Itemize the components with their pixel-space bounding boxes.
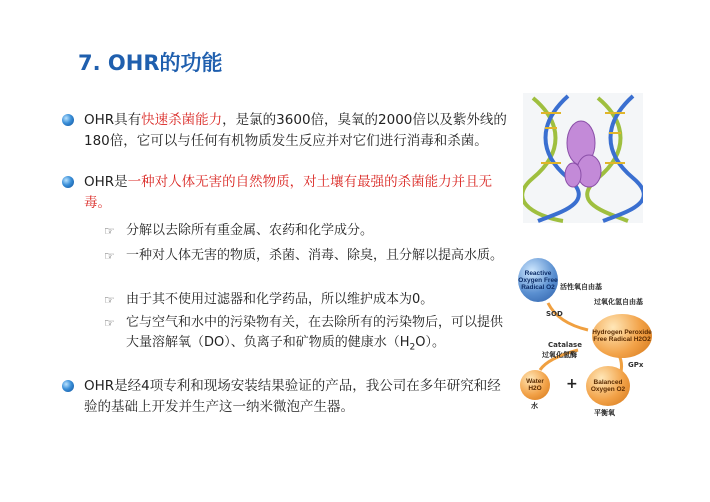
- sub-item: ☞ 一种对人体无害的物质，杀菌、消毒、除臭，且分解以提高水质。: [104, 246, 514, 266]
- sod-label: SOD: [546, 310, 563, 318]
- sub-item: [104, 313, 514, 358]
- water-label: 水: [531, 402, 538, 410]
- water-node: Water H2O: [520, 370, 550, 400]
- sub-item: ☞ 由于其不使用过滤器和化学药品，所以维护成本为0。: [104, 290, 514, 310]
- pointing-hand-icon: ☞: [104, 316, 115, 330]
- bullet-body: ，是氯的3600倍，臭氧的2000倍以及紫外线的180倍，它可以与任何有机物质发生反应并对它们进行消毒和杀菌。: [84, 112, 507, 149]
- plus-sign: +: [566, 376, 578, 392]
- bullet-highlight: 快速杀菌能力: [141, 112, 223, 128]
- pointing-hand-icon: ☞: [104, 249, 115, 263]
- sub-item: ☞ 分解以去除所有重金属、农药和化学成分。: [104, 221, 514, 241]
- sub-item-tail: O）。: [415, 335, 445, 350]
- hydrogen-peroxide-label: 过氧化氢自由基: [594, 298, 643, 306]
- sub-item-text: 它与空气和水中的污染物有关，在去除所有的污染物后，可以提供大量溶解氧（DO）、负离子和矿物质的健康水（H: [126, 315, 504, 350]
- bullet-dot-icon: [62, 176, 74, 188]
- reactive-oxygen-node: Reactive Oxygen Free Radical O2: [518, 258, 558, 302]
- bullet-prefix: OHR具有: [84, 112, 142, 128]
- catalase-cn-label: 过氧化氢酶: [542, 351, 577, 359]
- bullet-patents: OHR是经4项专利和现场安装结果验证的产品，我公司在多年研究和经验的基础上开发并生产这一纳米微泡产生器。: [78, 376, 514, 418]
- pointing-hand-icon: ☞: [104, 293, 115, 307]
- bullet-prefix: OHR是: [84, 174, 128, 190]
- bullet-fast-sterilization: [78, 110, 514, 152]
- hydrogen-peroxide-node: Hydrogen Peroxide Free Radical H2O2: [592, 314, 652, 358]
- subscript: 2: [409, 342, 416, 353]
- bullet-highlight: 一种对人体无害的自然物质，对土壤有最强的杀菌能力并且无毒。: [84, 174, 493, 211]
- bullet-natural-substance: [78, 172, 514, 214]
- bullet-dot-icon: [62, 114, 74, 126]
- dna-protein-illustration: [523, 93, 643, 223]
- reactive-oxygen-label: 活性氧自由基: [560, 283, 602, 291]
- gpx-label: GPx: [628, 361, 644, 369]
- balanced-oxygen-node: Balanced Oxygen O2: [586, 366, 630, 406]
- bullet-dot-icon: [62, 380, 74, 392]
- catalase-label: Catalase: [548, 341, 582, 349]
- pointing-hand-icon: ☞: [104, 224, 115, 238]
- balanced-oxygen-label: 平衡氧: [594, 409, 615, 417]
- page-title: 7. OHR的功能: [78, 51, 223, 75]
- antioxidant-cycle-diagram: [518, 258, 658, 418]
